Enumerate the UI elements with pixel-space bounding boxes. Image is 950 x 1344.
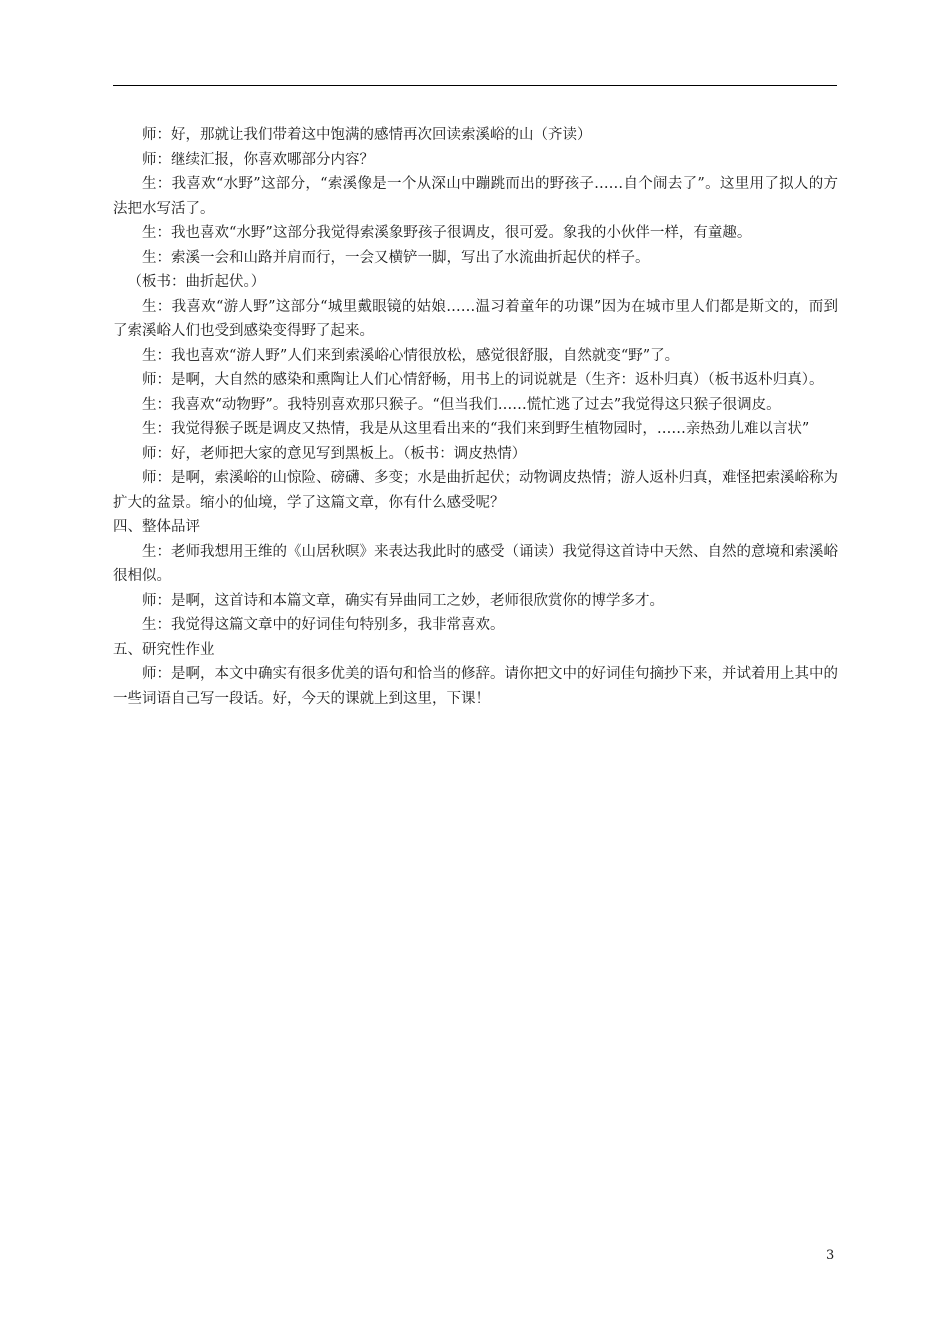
paragraph: 生：我也喜欢“水野”这部分我觉得索溪象野孩子很调皮，很可爱。象我的小伙伴一样，有童趣。 bbox=[142, 225, 752, 241]
paragraph: 生：我喜欢“水野”这部分，“索溪像是一个从深山中蹦跳而出的野孩子……自个闹去了”。这里用了拟人的方法把水写活了。 bbox=[113, 176, 838, 217]
paragraph: 师：是啊，本文中确实有很多优美的语句和恰当的修辞。请你把文中的好词佳句摘抄下来，并试着用上其中的一些词语自己写一段话。好，今天的课就上到这里，下课！ bbox=[113, 666, 838, 707]
board-note: （板书：曲折起伏。） bbox=[127, 274, 266, 290]
paragraph: 生：我也喜欢“游人野”人们来到索溪峪心情很放松，感觉很舒服，自然就变“野”了。 bbox=[142, 347, 680, 364]
page-number: 3 bbox=[826, 1248, 835, 1263]
section-heading: 五、研究性作业 bbox=[113, 641, 215, 658]
paragraph: 师：是啊，索溪峪的山惊险、磅礴、多变；水是曲折起伏；动物调皮热情；游人返朴归真，难怪把索溪峪称为扩大的盆景。缩小的仙境，学了这篇文章，你有什么感受呢？ bbox=[113, 470, 838, 511]
paragraph: 生：我喜欢“动物野”。我特别喜欢那只猴子。“但当我们……慌忙逃了过去”我觉得这只猴子很调皮。 bbox=[142, 396, 781, 413]
paragraph: 师：好，老师把大家的意见写到黑板上。（板书：调皮热情） bbox=[142, 445, 527, 462]
paragraph: 生：老师我想用王维的《山居秋暝》来表达我此时的感受（诵读）我觉得这首诗中天然、自然的意境和索溪峪很相似。 bbox=[113, 543, 838, 584]
document-body bbox=[113, 123, 838, 711]
paragraph: 师：好，那就让我们带着这中饱满的感情再次回读索溪峪的山（齐读） bbox=[142, 127, 592, 143]
paragraph: 生：我喜欢“游人野”这部分“城里戴眼镜的姑娘……温习着童年的功课”因为在城市里人们都是斯文的，而到了索溪峪人们也受到感染变得野了起来。 bbox=[113, 298, 838, 339]
paragraph: 生：我觉得猴子既是调皮又热情，我是从这里看出来的“我们来到野生植物园时，……亲热劲儿难以言状” bbox=[142, 421, 810, 437]
paragraph: 师：继续汇报，你喜欢哪部分内容？ bbox=[142, 151, 374, 168]
header-rule bbox=[113, 85, 837, 86]
paragraph: 师：是啊，这首诗和本篇文章，确实有异曲同工之妙，老师很欣赏你的博学多才。 bbox=[142, 592, 664, 609]
paragraph: 生：索溪一会和山路并肩而行，一会又横铲一脚，写出了水流曲折起伏的样子。 bbox=[142, 249, 650, 266]
paragraph: 师：是啊，大自然的感染和熏陶让人们心情舒畅，用书上的词说就是（生齐：返朴归真）（板书返朴归真）。 bbox=[142, 372, 824, 388]
section-heading: 四、整体品评 bbox=[113, 519, 200, 535]
paragraph: 生：我觉得这篇文章中的好词佳句特别多，我非常喜欢。 bbox=[142, 617, 505, 633]
